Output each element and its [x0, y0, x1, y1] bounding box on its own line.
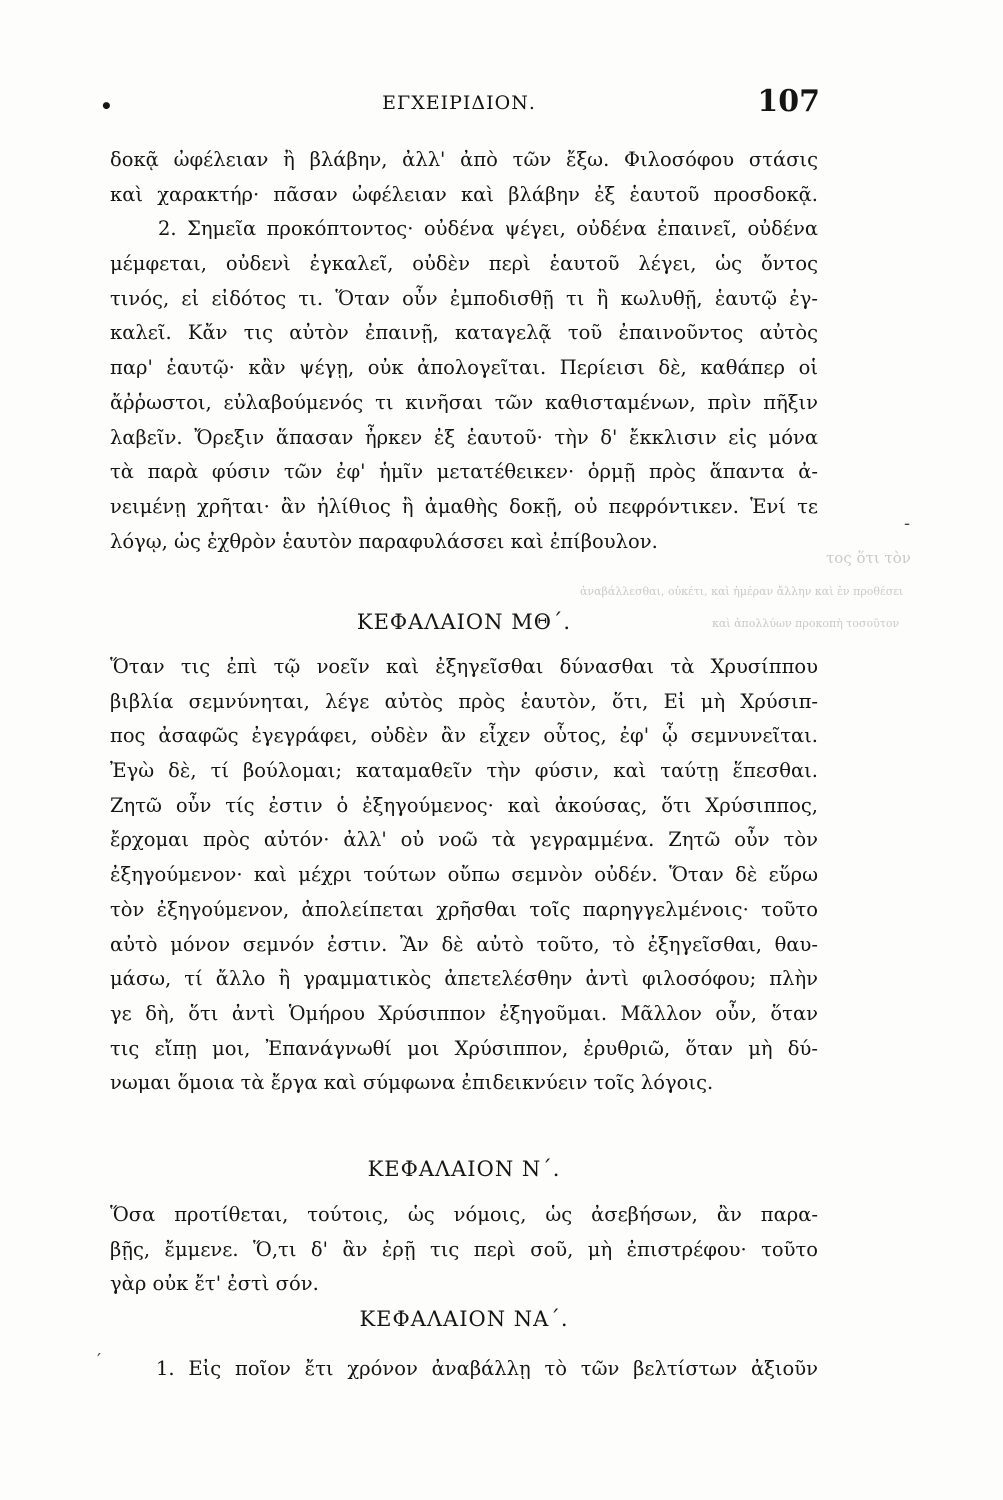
text-line: καὶ χαρακτήρ· πᾶσαν ὠφέλειαν καὶ βλάβην ἐξ ἑαυτοῦ προσδοκᾷ. — [110, 182, 818, 206]
text-line: παρ' ἑαυτῷ· κἂν ψέγῃ, οὐκ ἀπολογεῖται. Περίεισι δὲ, καθάπερ οἱ — [110, 356, 818, 380]
text-line: βῇς, ἔμμενε. Ὅ,τι δ' ἂν ἐρῇ τις περὶ σοῦ, μὴ ἐπιστρέφου· τοῦτο — [110, 1237, 818, 1261]
margin-tick: ′ — [97, 1350, 102, 1371]
page-number: 107 — [757, 84, 820, 119]
text-line: γὰρ οὐκ ἔτ' ἐστὶ σόν. — [110, 1272, 319, 1296]
text-line: καλεῖ. Κἄν τις αὐτὸν ἐπαινῇ, καταγελᾷ τοῦ ἐπαινοῦντος αὐτὸς — [110, 321, 818, 345]
text-line: μάσω, τί ἄλλο ἢ γραμματικὸς ἀπετελέσθην ἀντὶ φιλοσόφου; πλὴν — [110, 967, 818, 991]
running-title: ΕΓΧΕΙΡΙΔΙΟΝ. — [382, 92, 536, 114]
text-line: Ὅταν τις ἐπὶ τῷ νοεῖν καὶ ἐξηγεῖσθαι δύνασθαι τὰ Χρυσίππου — [110, 655, 818, 678]
text-line: νωμαι ὅμοια τὰ ἔργα καὶ σύμφωνα ἐπιδεικνύειν τοῖς λόγοις. — [110, 1071, 714, 1095]
chapter-mth-body — [110, 650, 818, 1101]
bleed-through-text: ἀναβάλλεσθαι, οὐκέτι, καὶ ἡμέραν ἄλλην καὶ ἐν προθέσει — [580, 585, 904, 598]
text-line: Ὅσα προτίθεται, τούτοις, ὡς νόμοις, ὡς ἀσεβήσων, ἂν παρα- — [110, 1203, 818, 1226]
text-line: ἔρχομαι πρὸς αὐτόν· ἀλλ' οὐ νοῶ τὰ γεγραμμένα. Ζητῶ οὖν τὸν — [110, 828, 818, 852]
text-line: τις εἴπῃ μοι, Ἐπανάγνωθί μοι Χρύσιππον, ἐρυθριῶ, ὅταν μὴ δύ- — [110, 1036, 818, 1060]
text-line: Ἐγὼ δὲ, τί βούλομαι; καταμαθεῖν τὴν φύσιν, καὶ ταύτῃ ἕπεσθαι. — [110, 759, 818, 783]
text-line: 2. Σημεῖα προκόπτοντος· οὐδένα ψέγει, οὐδένα ἐπαινεῖ, οὐδένα — [158, 217, 818, 241]
chapter-heading-n: ΚΕΦΑΛΑΙΟΝ Ν΄. — [367, 1157, 561, 1181]
chapter-n-body — [110, 1198, 818, 1302]
text-line: αὐτὸ μόνον σεμνόν ἐστιν. Ἂν δὲ αὐτὸ τοῦτο, τὸ ἐξηγεῖσθαι, θαυ- — [110, 932, 818, 956]
text-line: τινός, εἰ εἰδότος τι. Ὅταν οὖν ἐμποδισθῇ τι ἢ κωλυθῇ, ἑαυτῷ ἐγ- — [110, 286, 818, 310]
text-line: μέμφεται, οὐδενὶ ἐγκαλεῖ, οὐδὲν περὶ ἑαυτοῦ λέγει, ὡς ὄντος — [110, 252, 818, 276]
text-line: νειμένῃ χρῆται· ἂν ἠλίθιος ἢ ἀμαθὴς δοκῇ, οὐ πεφρόντικεν. Ἑνί τε — [110, 494, 818, 518]
text-line: πος ἀσαφῶς ἐγεγράφει, οὐδὲν ἂν εἶχεν οὗτος, ἐφ' ᾧ σεμνυνεῖται. — [110, 724, 818, 748]
text-line: γε δὴ, ὅτι ἀντὶ Ὁμήρου Χρύσιππον ἐξηγοῦμαι. Μᾶλλον οὖν, ὅταν — [110, 1001, 818, 1025]
text-line: τὰ παρὰ φύσιν τῶν ἐφ' ἡμῖν μετατέθεικεν· ὁρμῇ πρὸς ἅπαντα ἀ- — [110, 460, 818, 484]
page-mark: • — [100, 94, 113, 118]
text-line: λαβεῖν. Ὄρεξιν ἅπασαν ἦρκεν ἐξ ἑαυτοῦ· τὴν δ' ἔκκλισιν εἰς μόνα — [110, 425, 818, 449]
running-head — [100, 84, 820, 128]
bleed-through-text: καὶ ἀπολλύων προκοπὴ τοσοῦτον — [712, 617, 900, 630]
text-line: ἄῤῥωστοι, εὐλαβούμενός τι κινῆσαι τῶν καθισταμένων, πρὶν πῆξιν — [110, 390, 818, 414]
text-line: ἐξηγούμενον· καὶ μέχρι τούτων οὔπω σεμνὸν οὐδέν. Ὅταν δὲ εὕρω — [110, 863, 818, 887]
text-line: τὸν ἐξηγούμενον, ἀπολείπεται χρῆσθαι τοῖς παρηγγελμένοις· τοῦτο — [110, 897, 818, 921]
text-line: βιβλία σεμνύνηται, λέγε αὐτὸς πρὸς ἑαυτὸν, ὅτι, Εἰ μὴ Χρύσιπ- — [110, 689, 818, 713]
text-line: 1. Εἰς ποῖον ἔτι χρόνον ἀναβάλλῃ τὸ τῶν βελτίστων ἀξιοῦν — [156, 1357, 818, 1380]
text-line: Ζητῶ οὖν τίς ἐστιν ὁ ἐξηγούμενος· καὶ ἀκούσας, ὅτι Χρύσιππος, — [110, 793, 818, 817]
margin-dash: - — [904, 513, 911, 534]
section-continuation — [110, 143, 818, 559]
text-line: δοκᾷ ὠφέλειαν ἢ βλάβην, ἀλλ' ἀπὸ τῶν ἔξω. Φιλοσόφου στάσις — [110, 148, 818, 171]
text-line: λόγῳ, ὡς ἐχθρὸν ἑαυτὸν παραφυλάσσει καὶ ἐπίβουλον. — [110, 529, 658, 553]
chapter-heading-mth: ΚΕΦΑΛΑΙΟΝ ΜΘ΄. — [356, 610, 572, 634]
chapter-heading-na: ΚΕΦΑΛΑΙΟΝ ΝΑ΄. — [359, 1307, 569, 1331]
bleed-through-text: τος ὅτι τὸν — [826, 549, 911, 567]
chapter-na-body — [110, 1352, 818, 1387]
